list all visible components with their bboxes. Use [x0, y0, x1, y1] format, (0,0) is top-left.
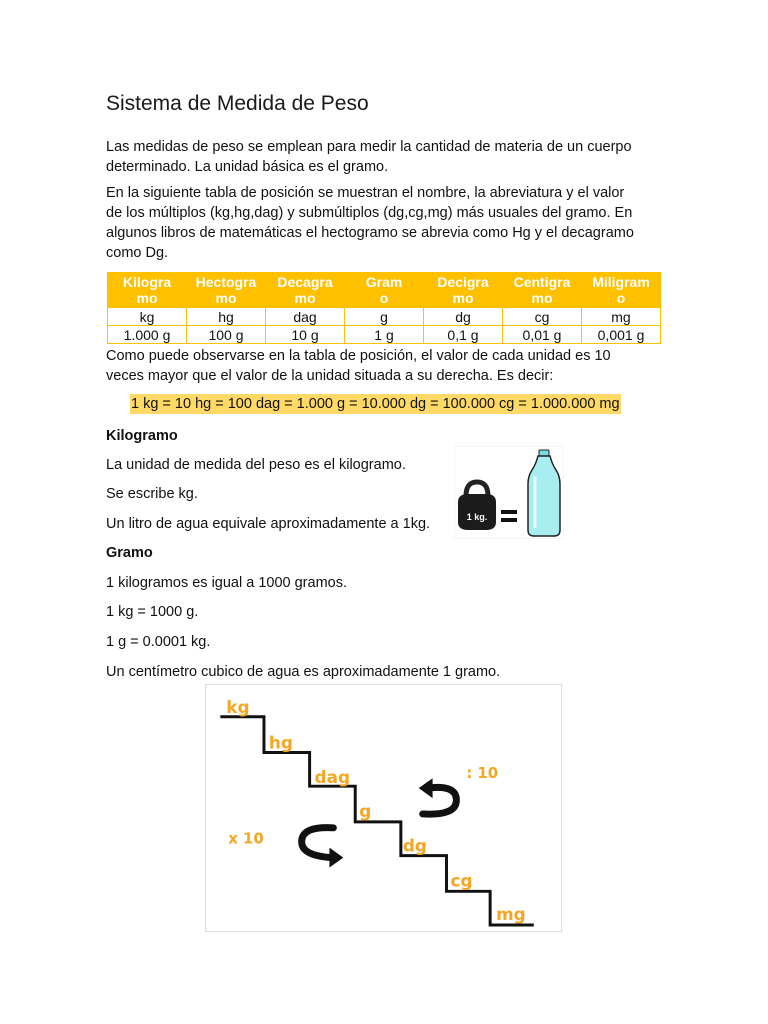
table-cell: 0,01 g	[503, 326, 582, 344]
table-cell: 100 g	[187, 326, 266, 344]
table-cell: 1.000 g	[108, 326, 187, 344]
text-line: En la siguiente tabla de posición se muestran el nombre, la abreviatura y el valor	[106, 185, 625, 201]
equivalence-highlight: 1 kg = 10 hg = 100 dag = 1.000 g = 10.000 dg = 100.000 cg = 1.000.000 mg	[131, 396, 620, 412]
step-label-mg: mg	[496, 904, 526, 925]
units-value-row	[108, 326, 661, 344]
intro-paragraph-2	[106, 183, 662, 263]
step-label-dag: dag	[314, 767, 351, 788]
text-line: determinado. La unidad básica es el gramo.	[106, 159, 389, 175]
table-cell: g	[345, 308, 424, 326]
staircase-line	[220, 717, 533, 925]
units-abbrev-row	[108, 308, 661, 326]
text-line: Las medidas de peso se emplean para medir la cantidad de materia de un cuerpo	[106, 139, 632, 155]
text-line: veces mayor que el valor de la unidad situada a su derecha. Es decir:	[106, 368, 554, 384]
kilogramo-line-1: La unidad de medida del peso es el kilogramo.	[106, 457, 406, 473]
table-cell: dg	[424, 308, 503, 326]
text-line: como Dg.	[106, 245, 169, 261]
header-miligramo: Miligram o	[582, 273, 661, 308]
table-cell: 1 g	[345, 326, 424, 344]
table-cell: mg	[582, 308, 661, 326]
gramo-line-4: Un centímetro cubico de agua es aproximadamente 1 gramo.	[106, 664, 501, 680]
header-decagramo: Decagra mo	[266, 273, 345, 308]
weight-label: 1 kg.	[466, 512, 488, 522]
table-cell: hg	[187, 308, 266, 326]
weight-bottle-image	[454, 446, 564, 539]
gramo-line-1: 1 kilogramos es igual a 1000 gramos.	[106, 575, 347, 591]
table-cell: 0,001 g	[582, 326, 661, 344]
curved-arrow-up-icon	[419, 778, 457, 814]
header-kilogramo: Kilogra mo	[108, 273, 187, 308]
staircase-diagram	[205, 684, 562, 932]
step-label-dg: dg	[402, 835, 427, 856]
table-cell: dag	[266, 308, 345, 326]
table-cell: 10 g	[266, 326, 345, 344]
divide-label: : 10	[466, 764, 499, 783]
text-line: de los múltiplos (kg,hg,dag) y submúltiplos (dg,cg,mg) más usuales del gramo. En	[106, 205, 633, 221]
text-line: Como puede observarse en la tabla de posición, el valor de cada unidad es 10	[106, 348, 611, 364]
after-table-paragraph	[106, 346, 662, 386]
intro-paragraph-1	[106, 137, 662, 177]
step-label-hg: hg	[268, 732, 294, 753]
header-gramo: Gram o	[345, 273, 424, 308]
kilogramo-heading: Kilogramo	[106, 428, 178, 444]
step-label-cg: cg	[450, 870, 473, 891]
curved-arrow-down-icon	[302, 828, 344, 868]
gramo-line-2: 1 kg = 1000 g.	[106, 604, 199, 620]
gramo-line-3: 1 g = 0.0001 kg.	[106, 634, 211, 650]
page-title: Sistema de Medida de Peso	[106, 92, 369, 115]
step-label-g: g	[359, 800, 372, 821]
table-cell: 0,1 g	[424, 326, 503, 344]
gramo-heading: Gramo	[106, 545, 153, 561]
kilogramo-line-3: Un litro de agua equivale aproximadamente a 1kg.	[106, 516, 431, 532]
table-cell: cg	[503, 308, 582, 326]
table-cell: kg	[108, 308, 187, 326]
step-label-kg: kg	[226, 696, 250, 717]
units-table	[107, 272, 661, 344]
header-decigramo: Decigra mo	[424, 273, 503, 308]
header-centigramo: Centigra mo	[503, 273, 582, 308]
multiply-label: x 10	[228, 829, 264, 848]
header-hectogramo: Hectogra mo	[187, 273, 266, 308]
text-line: algunos libros de matemáticas el hectogramo se abrevia como Hg y el decagramo	[106, 225, 634, 241]
units-header-row	[108, 273, 661, 308]
kilogramo-line-2: Se escribe kg.	[106, 486, 198, 502]
